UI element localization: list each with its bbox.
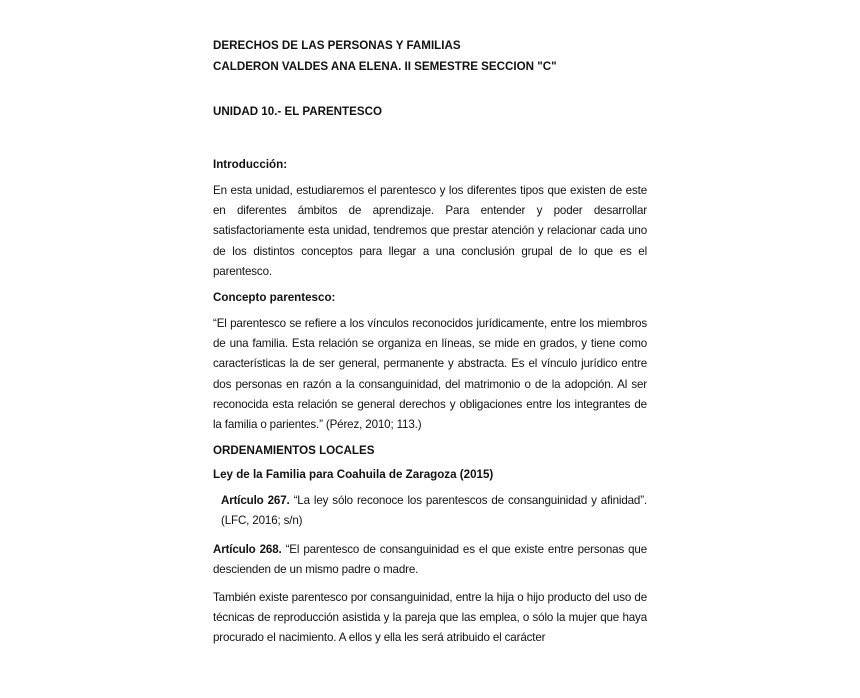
law-title: Ley de la Familia para Coahuila de Zaragoza (2015) (213, 468, 494, 482)
document-page (213, 38, 647, 657)
concept-paragraph: “El parentesco se refiere a los vínculos reconocidos jurídicamente, entre los miembros de una familia. Esta relación se organiza en líneas, se mide en grados, y tiene como características la de ser general, permanente y abstracta. Es el vínculo jurídico entre dos personas en razón a la consanguinidad, del matrimonio o de la adopción. Al ser reconocida esta relación se general derechos y obligaciones entre los integrantes de la familia o parientes.” (Pérez, 2010; 113.) (213, 317, 647, 432)
ordenamientos-heading: ORDENAMIENTOS LOCALES (213, 444, 375, 458)
student-line: CALDERON VALDES ANA ELENA. II SEMESTRE SECCION "C" (213, 60, 557, 73)
article-268-label: Artículo 268. (213, 542, 282, 556)
unit-title: UNIDAD 10.- EL PARENTESCO (213, 105, 382, 118)
additional-paragraph: También existe parentesco por consanguinidad, entre la hija o hijo producto del uso de técnicas de reproducción asistida y la pareja que las emplea, o sólo la mujer que haya procurado el nacimiento. A ellos y ella les será atribuido el carácter (213, 591, 647, 645)
article-267-text: “La ley sólo reconoce los parentescos de consanguinidad y afinidad”. (LFC, 2016; s/n) (221, 494, 647, 528)
article-268 (213, 540, 647, 580)
article-267 (213, 491, 647, 531)
course-title: DERECHOS DE LAS PERSONAS Y FAMILIAS (213, 39, 461, 52)
intro-heading: Introducción: (213, 158, 288, 171)
concept-heading: Concepto parentesco: (213, 291, 336, 305)
intro-paragraph: En esta unidad, estudiaremos el parentesco y los diferentes tipos que existen de este en diferentes ámbitos de aprendizaje. Para entender y poder desarrollar satisfactoriamente esta unidad, tendremos que prestar atención y relacionar cada uno de los distintos conceptos para llegar a una conclusión grupal de lo que es el parentesco. (213, 184, 647, 278)
article-267-label: Artículo 267. (221, 494, 290, 508)
article-268-text: “El parentesco de consanguinidad es el que existe entre personas que descienden de un mismo padre o madre. (213, 542, 647, 576)
